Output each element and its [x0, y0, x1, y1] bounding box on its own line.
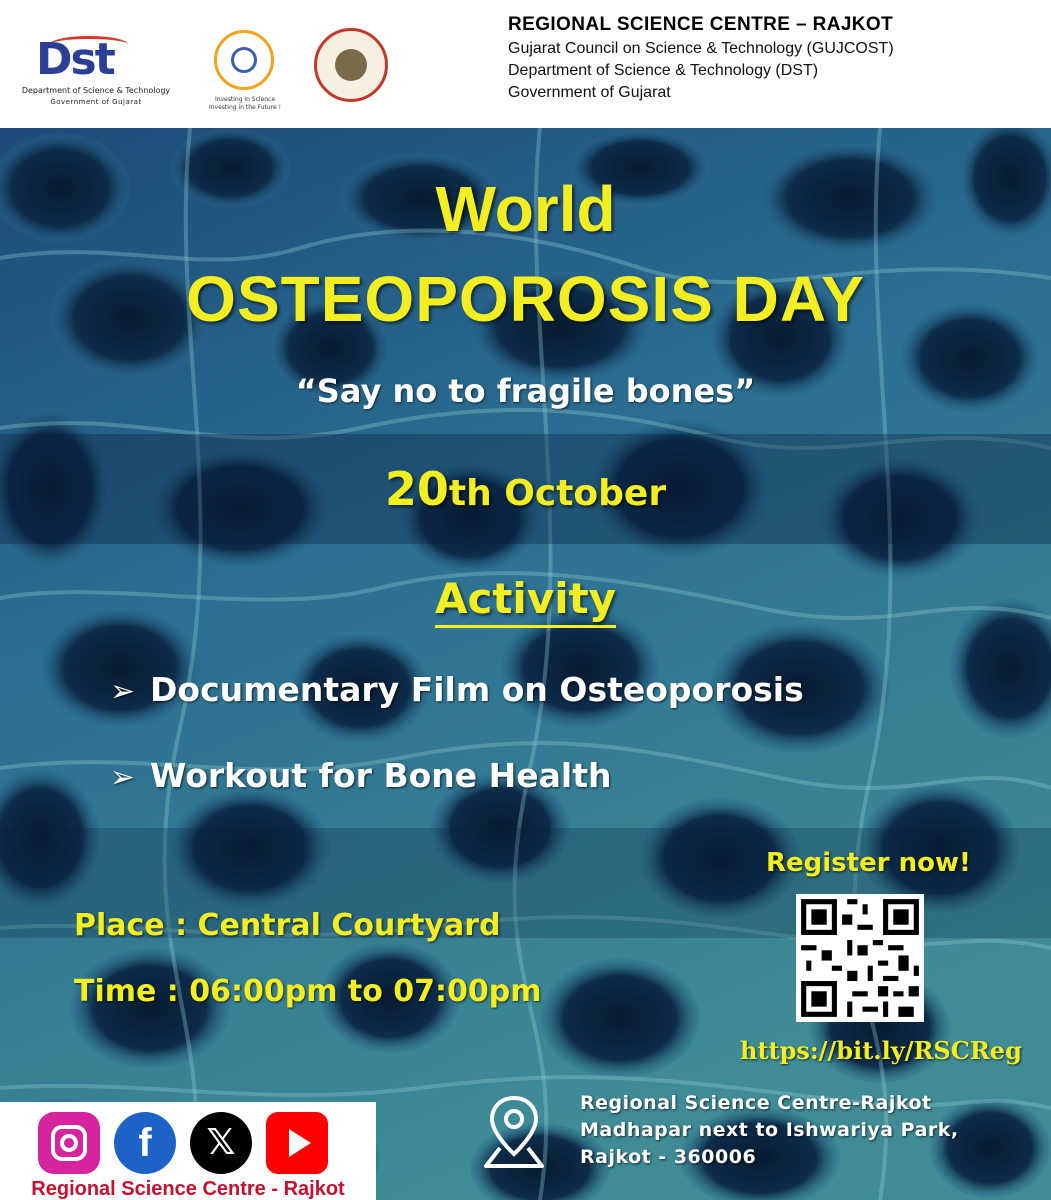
header-org-info: [508, 14, 1038, 102]
org-line-dst: Department of Science & Technology (DST): [508, 62, 819, 79]
rsc-seal-icon: [314, 28, 388, 102]
qr-code-icon[interactable]: [796, 894, 924, 1022]
event-date-rest: th October: [448, 473, 667, 514]
gujcost-logo: [202, 30, 288, 122]
dst-logo-line2: Government of Gujarat: [50, 98, 142, 106]
address-line-1: Regional Science Centre-Rajkot: [580, 1092, 932, 1114]
address-line-2: Madhapar next to Ishwariya Park,: [580, 1119, 959, 1141]
header: [0, 0, 1051, 128]
gujcost-tagline-2: Investing in the Future !: [208, 104, 282, 111]
activity-heading-text: Activity: [435, 574, 616, 628]
registration-link[interactable]: https://bit.ly/RSCReg: [740, 1036, 1022, 1065]
event-tagline: “Say no to fragile bones”: [295, 372, 756, 410]
event-title-line2: OSTEOPOROSIS DAY: [186, 263, 865, 335]
facebook-icon[interactable]: f: [114, 1112, 176, 1174]
dst-logo-line1: Department of Science & Technology: [21, 86, 171, 95]
event-title-line1: World: [435, 173, 616, 245]
venue-address: [580, 1090, 959, 1171]
gujcost-tagline-1: Investing in Science: [214, 96, 276, 103]
dst-logo: [16, 34, 176, 114]
list-item: [110, 756, 910, 842]
event-time: Time : 06:00pm to 07:00pm: [74, 974, 542, 1009]
social-media-panel: [0, 1102, 376, 1200]
event-date: [0, 462, 1051, 516]
activity-text: Workout for Bone Health: [150, 756, 612, 795]
event-place: Place : Central Courtyard: [74, 908, 501, 943]
list-item: [110, 670, 910, 756]
gujcost-emblem-icon: [214, 30, 274, 90]
activity-text: Documentary Film on Osteoporosis: [150, 670, 804, 709]
x-icon[interactable]: 𝕏: [190, 1112, 252, 1174]
activity-list: [110, 670, 910, 842]
arrow-bullet-icon: ➢: [110, 674, 136, 709]
gujcost-tagline: [202, 96, 288, 112]
activity-heading: [0, 574, 1051, 623]
instagram-icon[interactable]: [38, 1112, 100, 1174]
org-line-government: Government of Gujarat: [508, 84, 671, 101]
org-line-gujcost: Gujarat Council on Science & Technology (GUJCOST): [508, 40, 894, 57]
register-label: Register now!: [766, 848, 971, 878]
youtube-icon[interactable]: [266, 1112, 328, 1174]
event-date-number: 20: [384, 462, 449, 516]
address-line-3: Rajkot - 360006: [580, 1146, 757, 1168]
location-pin-icon: [480, 1092, 548, 1172]
arrow-bullet-icon: ➢: [110, 760, 136, 795]
qr-code-graphic: [796, 894, 924, 1022]
org-title: REGIONAL SCIENCE CENTRE – RAJKOT: [508, 14, 894, 35]
social-handle-label: Regional Science Centre - Rajkot: [31, 1178, 345, 1200]
dst-logo-mark: Dst: [36, 34, 114, 85]
